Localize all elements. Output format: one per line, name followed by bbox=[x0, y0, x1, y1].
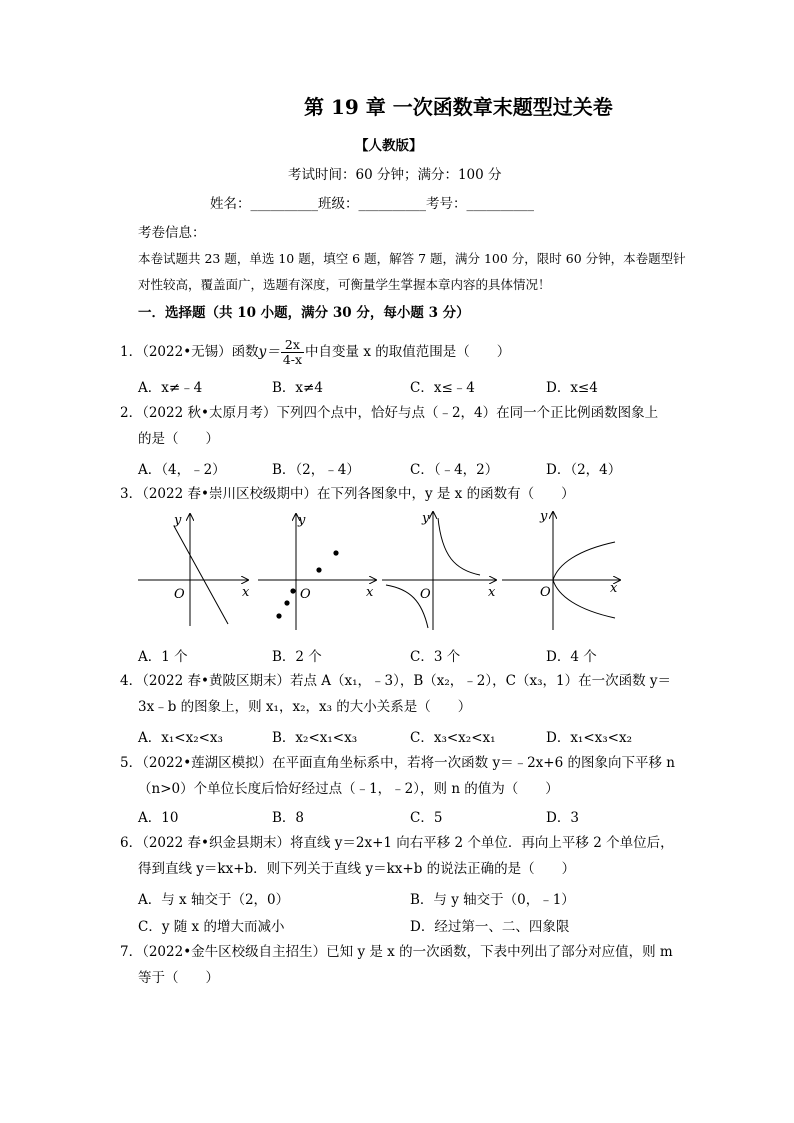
q1-option-d: D．x≤4 bbox=[546, 380, 598, 396]
q5-option-a: A．10 bbox=[138, 810, 179, 826]
q3-g1-x-label: x bbox=[242, 585, 250, 600]
q5-option-c: C．5 bbox=[410, 810, 443, 826]
q5-option-d: D．3 bbox=[546, 810, 579, 826]
question-2-line-1: 2．（2022 秋•太原月考）下列四个点中，恰好与点（﹣2，4）在同一个正比例函数图象上 bbox=[120, 405, 659, 421]
q3-g4-origin: O bbox=[540, 585, 551, 600]
q5-option-b: B．8 bbox=[272, 810, 305, 826]
q3-g2-origin: O bbox=[300, 587, 311, 602]
q3-option-a: A．1 个 bbox=[138, 649, 188, 665]
page-title: 第 19 章 一次函数章末题型过关卷 bbox=[304, 95, 613, 119]
q4-option-d: D．x₁<x₃<x₂ bbox=[546, 730, 633, 746]
q3-g1-origin: O bbox=[174, 587, 185, 602]
q1-option-c: C．x≤﹣4 bbox=[410, 380, 475, 396]
q3-option-c: C．3 个 bbox=[410, 649, 461, 665]
q3-graphs bbox=[130, 506, 630, 636]
q3-g3-origin: O bbox=[420, 587, 431, 602]
student-fields: 姓名：__________班级：__________考号：__________ bbox=[210, 196, 534, 212]
question-7-line-2: 等于（ ） bbox=[138, 970, 219, 986]
q1-fraction bbox=[281, 338, 304, 367]
edition-label: 【人教版】 bbox=[355, 138, 423, 154]
q2-option-b: B．（2，﹣4） bbox=[272, 462, 360, 478]
q3-graph-2 bbox=[258, 513, 376, 630]
q3-g3-x-label: x bbox=[488, 585, 496, 600]
q1-stem-b: 中自变量 x 的取值范围是（ ） bbox=[305, 344, 511, 360]
q3-option-b: B．2 个 bbox=[272, 649, 322, 665]
q1-fraction-numerator: 2x bbox=[281, 338, 304, 353]
question-5-line-1: 5．（2022•莲湖区模拟）在平面直角坐标系中，若将一次函数 y＝﹣2x+6 的图象向下平移 n bbox=[120, 755, 675, 771]
question-1-stem bbox=[120, 337, 511, 367]
exam-info: 考试时间：60 分钟；满分：100 分 bbox=[288, 167, 502, 183]
q4-option-c: C．x₃<x₂<x₁ bbox=[410, 730, 496, 746]
q3-g4-x-label: x bbox=[610, 581, 618, 596]
q2-option-d: D．（2，4） bbox=[546, 462, 622, 478]
question-3-line-1: 3．（2022 春•崇川区校级期中）在下列各图象中，y 是 x 的函数有（ ） bbox=[120, 486, 575, 502]
question-7-line-1: 7．（2022•金牛区校级自主招生）已知 y 是 x 的一次函数，下表中列出了部分对应值，则 m bbox=[120, 944, 673, 960]
q6-option-d: D．经过第一、二、四象限 bbox=[410, 919, 570, 935]
question-6-line-1: 6．（2022 春•织金县期末）将直线 y＝2x+1 向右平移 2 个单位．再向上平移 2 个单位后， bbox=[120, 835, 674, 851]
q6-option-b: B．与 y 轴交于（0，﹣1） bbox=[410, 892, 575, 908]
question-6-line-2: 得到直线 y＝kx+b．则下列关于直线 y＝kx+b 的说法正确的是（ ） bbox=[138, 861, 576, 877]
info-line-2: 对性较高，覆盖面广，选题有深度，可衡量学生掌握本章内容的具体情况！ bbox=[138, 277, 551, 292]
q6-option-a: A．与 x 轴交于（2，0） bbox=[138, 892, 290, 908]
q3-g2-x-label: x bbox=[366, 585, 374, 600]
q1-y-eq: y＝ bbox=[258, 344, 280, 360]
q6-option-c: C．y 随 x 的增大而减小 bbox=[138, 919, 285, 935]
q2-option-a: A．（4，﹣2） bbox=[138, 462, 226, 478]
info-label: 考卷信息： bbox=[138, 225, 206, 241]
q3-g2-y-label: y bbox=[298, 513, 306, 528]
q1-option-a: A．x≠﹣4 bbox=[138, 380, 203, 396]
q1-stem-a: 1．（2022•无锡）函数 bbox=[120, 344, 259, 360]
q3-option-d: D．4 个 bbox=[546, 649, 597, 665]
q3-graph-3 bbox=[382, 511, 496, 630]
q3-g3-y-label: y bbox=[422, 511, 430, 526]
q3-g4-y-label: y bbox=[540, 509, 548, 524]
section-heading: 一．选择题（共 10 小题，满分 30 分，每小题 3 分） bbox=[138, 305, 470, 321]
q3-graph-1 bbox=[138, 513, 250, 626]
q4-option-b: B．x₂<x₁<x₃ bbox=[272, 730, 358, 746]
question-2-line-2: 的是（ ） bbox=[138, 431, 219, 447]
info-line-1: 本卷试题共 23 题，单选 10 题，填空 6 题，解答 7 题，满分 100 分，限时 60 分钟，本卷题型针 bbox=[138, 251, 686, 266]
q3-g1-y-label: y bbox=[174, 513, 182, 528]
q3-graph-4 bbox=[502, 509, 620, 630]
q1-fraction-denominator: 4-x bbox=[282, 352, 303, 367]
question-4-line-1: 4．（2022 春•黄陂区期末）若点 A（x₁，﹣3），B（x₂，﹣2），C（x₃，1）在一次函数 y＝ bbox=[120, 673, 672, 689]
question-4-line-2: 3x﹣b 的图象上，则 x₁，x₂，x₃ 的大小关系是（ ） bbox=[138, 699, 472, 715]
q2-option-c: C．（﹣4，2） bbox=[410, 462, 499, 478]
q1-option-b: B．x≠4 bbox=[272, 380, 323, 396]
question-5-line-2: （n>0）个单位长度后恰好经过点（﹣1，﹣2），则 n 的值为（ ） bbox=[138, 781, 559, 797]
q4-option-a: A．x₁<x₂<x₃ bbox=[138, 730, 223, 746]
